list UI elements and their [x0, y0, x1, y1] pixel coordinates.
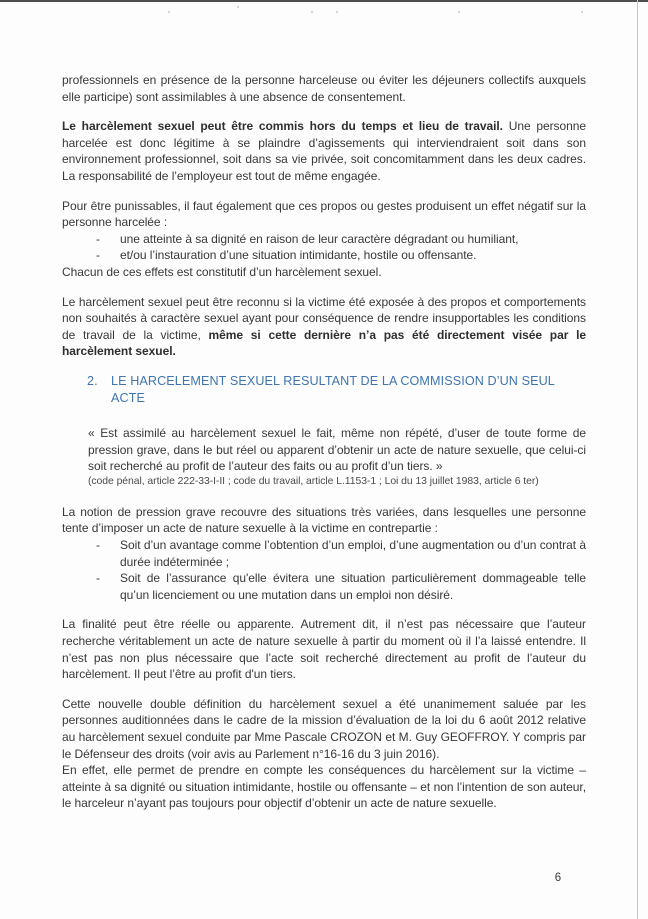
paragraph-start: Le harcèlement sexuel peut être reconnu si la victime été exposée à des propos et comportements non souhaités à caractère sexuel ayant pour conséquence de rendre insupportables les conditions de travail de la victime, [62, 294, 586, 342]
section-number: 2. [87, 373, 98, 388]
list-outro: Chacun de ces effets est constitutif d’un harcèlement sexuel. [62, 264, 382, 279]
scan-artifact-speck [581, 11, 583, 13]
paragraph-rest: Une personne harcelée est donc légitime à se plaindre d’agissements qui interviendraient soit dans son environnement professionnel, soit dans sa vie privée, soit concomitamment dans les deux cadres. La responsabilité de l’employeur est tout de même engagée. [62, 119, 586, 183]
list-item [62, 247, 586, 264]
list-intro: La notion de pression grave recouvre des situations très variées, dans lesquelles une personne tente d’imposer un acte de nature sexuelle à la victime en contrepartie : [62, 504, 586, 536]
quote-source-citation: (code pénal, article 222-33-I-II ; code du travail, article L.1153-1 ; Loi du 13 juillet 1983, article 6 ter) [88, 475, 539, 487]
list-item-text: Soit de l’assurance qu'elle évitera une situation particulièrement dommageable telle qu’un licenciement ou une mutation dans un emploi non désiré. [120, 571, 586, 602]
paragraph-consentement [62, 72, 586, 105]
paragraph-double-definition [62, 696, 586, 812]
section-heading-2 [87, 373, 586, 406]
scan-artifact-top-line [0, 0, 648, 2]
paragraph-text: En effet, elle permet de prendre en compte les conséquences du harcèlement sur la victime – atteinte à sa dignité ou situation intimidante, hostile ou offensante – et non l’intention de son auteur, le harceleur n’ayant pas toujours pour objectif d’obtenir un acte de nature sexuelle. [62, 763, 586, 811]
list-item-text: et/ou l’instauration d’une situation intimidante, hostile ou offensante. [120, 248, 477, 263]
paragraph-text: Cette nouvelle double définition du harcèlement sexuel a été unanimement saluée par les personnes auditionnées dans le cadre de la mission d’évaluation de la loi du 6 août 2012 relative au harcèlement sexuel conduite par Mme Pascale CROZON et M. Guy GEOFFROY. Y compris par le Défenseur des droits (voir avis au Parlement n°16-16 du 3 juin 2016). [62, 696, 586, 761]
list-dash: - [96, 571, 100, 586]
paragraph-reconnu [62, 294, 586, 360]
scan-artifact-speck [168, 11, 170, 13]
scan-artifact-right-edge-line [637, 0, 638, 919]
list-item [62, 231, 586, 248]
paragraph-punissables [62, 198, 586, 281]
list-dash: - [96, 248, 100, 263]
bold-emphasis: même si cette dernière n’a pas été directement visée par le harcèlement sexuel. [62, 327, 586, 359]
section-title: LE HARCELEMENT SEXUEL RESULTANT DE LA COMMISSION D’UN SEUL ACTE [111, 373, 555, 405]
paragraph-hors-travail [62, 118, 586, 184]
paragraph-text [62, 294, 586, 360]
page-number: 6 [554, 872, 562, 884]
page-content [62, 72, 586, 825]
quote-text: « Est assimilé au harcèlement sexuel le fait, même non répété, d’user de toute forme de pression grave, dans le but réel ou apparent d’obtenir un acte de nature sexuelle, que celui-ci soit recherché au profit de l’auteur des faits ou au profit d’un tiers. » [88, 426, 586, 474]
list-dash: - [96, 538, 100, 553]
scan-artifact-speck [237, 6, 239, 8]
scan-artifact-speck [336, 11, 338, 13]
paragraph-text: professionnels en présence de la personne harceleuse ou éviter les déjeuners collectifs auxquels elle participe) sont assimilables à une absence de consentement. [62, 73, 586, 104]
list-dash: - [96, 231, 100, 246]
list-item [62, 537, 586, 570]
list-item-text: Soit d’un avantage comme l’obtention d’un emploi, d’une augmentation ou d’un contrat à durée indéterminée ; [120, 538, 586, 569]
scan-artifact-speck [458, 11, 460, 13]
bold-lead-sentence: Le harcèlement sexuel peut être commis hors du temps et lieu de travail. [62, 119, 503, 134]
paragraph-pression-grave [62, 504, 586, 604]
list-item-text: une atteinte à sa dignité en raison de leur caractère dégradant ou humiliant, [120, 231, 519, 246]
paragraph-finalite [62, 616, 586, 682]
list-intro: Pour être punissables, il faut également que ces propos ou gestes produisent un effet négatif sur la personne harcelée : [62, 198, 586, 230]
scan-artifact-speck [311, 11, 313, 13]
list-item [62, 570, 586, 603]
legal-quote-block [88, 425, 586, 489]
paragraph-text: La finalité peut être réelle ou apparente. Autrement dit, il n’est pas nécessaire que l’auteur recherche véritablement un acte de nature sexuelle à partir du moment où il l’a laissé entendre. Il n’est pas non plus nécessaire que l’acte soit recherché directement au profit de l’auteur du harcèlement. Il peut l’être au profit d'un tiers. [62, 617, 586, 682]
paragraph-text [62, 118, 586, 184]
